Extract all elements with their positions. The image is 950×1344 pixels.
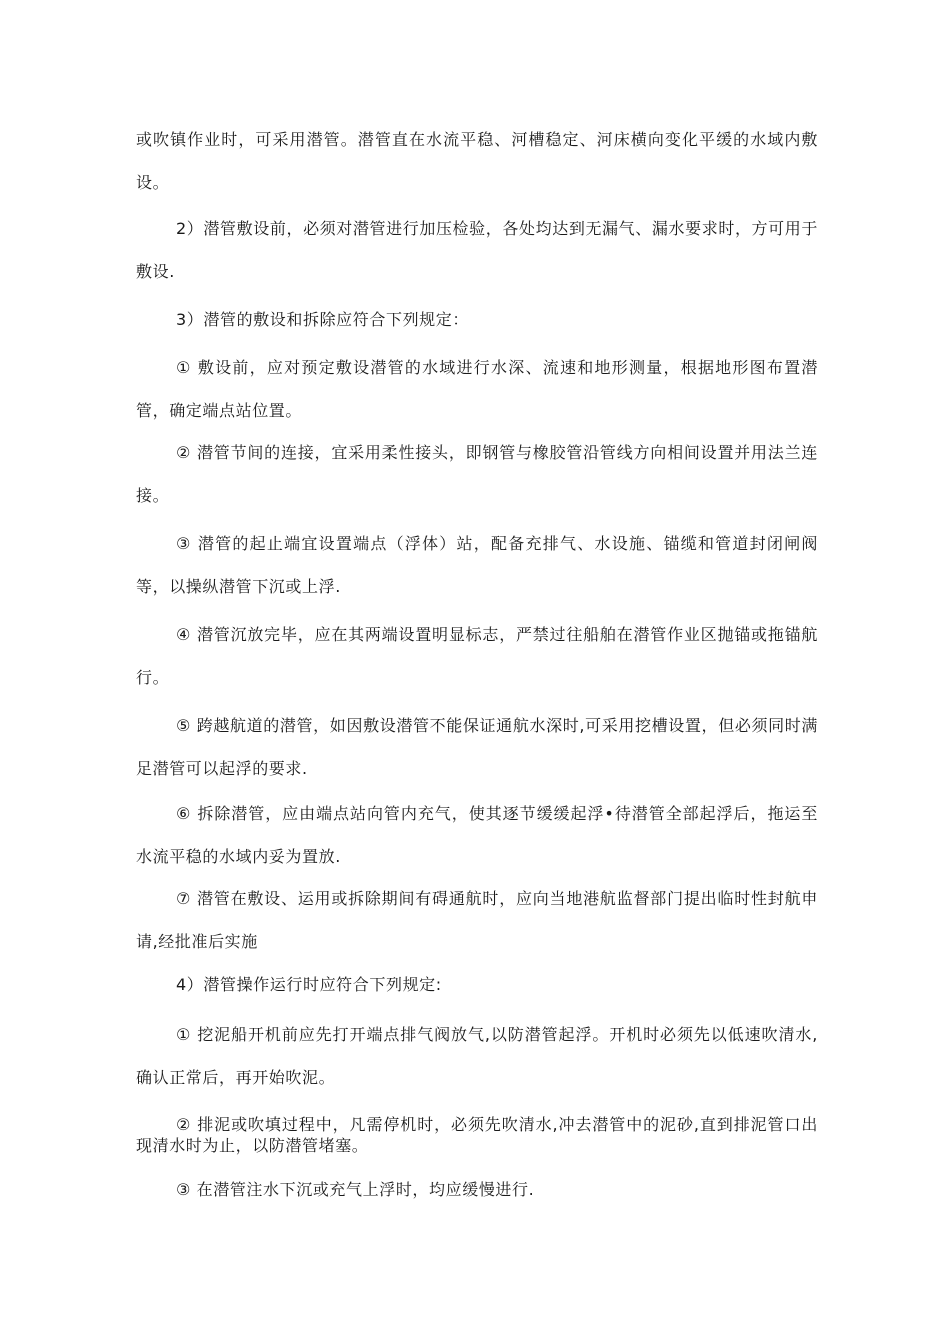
paragraph-sub-5: ⑤ 跨越航道的潜管，如因敷设潜管不能保证通航水深时,可采用挖槽设置，但必须同时满足潜管可以起浮的要求. [136, 716, 818, 778]
paragraph-sub-6: ⑥ 拆除潜管，应由端点站向管内充气，使其逐节缓缓起浮•待潜管全部起浮后，拖运至水流平稳的水域内妥为置放. [136, 804, 818, 866]
paragraph-sub-3: ③ 潜管的起止端宜设置端点（浮体）站，配备充排气、水设施、锚缆和管道封闭闸阀等，以操纵潜管下沉或上浮. [136, 534, 818, 596]
paragraph-item-2: 2）潜管敷设前，必须对潜管进行加压检验，各处均达到无漏气、漏水要求时，方可用于敷设. [136, 219, 818, 281]
paragraph-sub-7: ⑦ 潜管在敷设、运用或拆除期间有碍通航时，应向当地港航监督部门提出临时性封航申请,经批准后实施 [136, 889, 818, 951]
paragraph-op-1: ① 挖泥船开机前应先打开端点排气阀放气,以防潜管起浮。开机时必须先以低速吹清水,确认正常后，再开始吹泥。 [136, 1025, 818, 1087]
paragraph-sub-1: ① 敷设前，应对预定敷设潜管的水域进行水深、流速和地形测量，根据地形图布置潜管，确定端点站位置。 [136, 358, 818, 420]
paragraph-item-4: 4）潜管操作运行时应符合下列规定: [176, 975, 442, 994]
paragraph-op-2: ② 排泥或吹填过程中，凡需停机时，必须先吹清水,冲去潜管中的泥砂,直到排泥管口出现清水时为止，以防潜管堵塞。 [136, 1115, 818, 1155]
paragraph-item-3: 3）潜管的敷设和拆除应符合下列规定： [176, 310, 469, 329]
paragraph-sub-4: ④ 潜管沉放完毕，应在其两端设置明显标志，严禁过往船舶在潜管作业区抛锚或拖锚航行。 [136, 625, 818, 687]
paragraph-continuation: 或吹镇作业时，可采用潜管。潜管直在水流平稳、河槽稳定、河床横向变化平缓的水域内敷设。 [136, 130, 818, 192]
paragraph-sub-2: ② 潜管节间的连接，宜采用柔性接头，即钢管与橡胶管沿管线方向相间设置并用法兰连接。 [136, 443, 818, 505]
paragraph-op-3: ③ 在潜管注水下沉或充气上浮时，均应缓慢进行. [176, 1180, 535, 1199]
